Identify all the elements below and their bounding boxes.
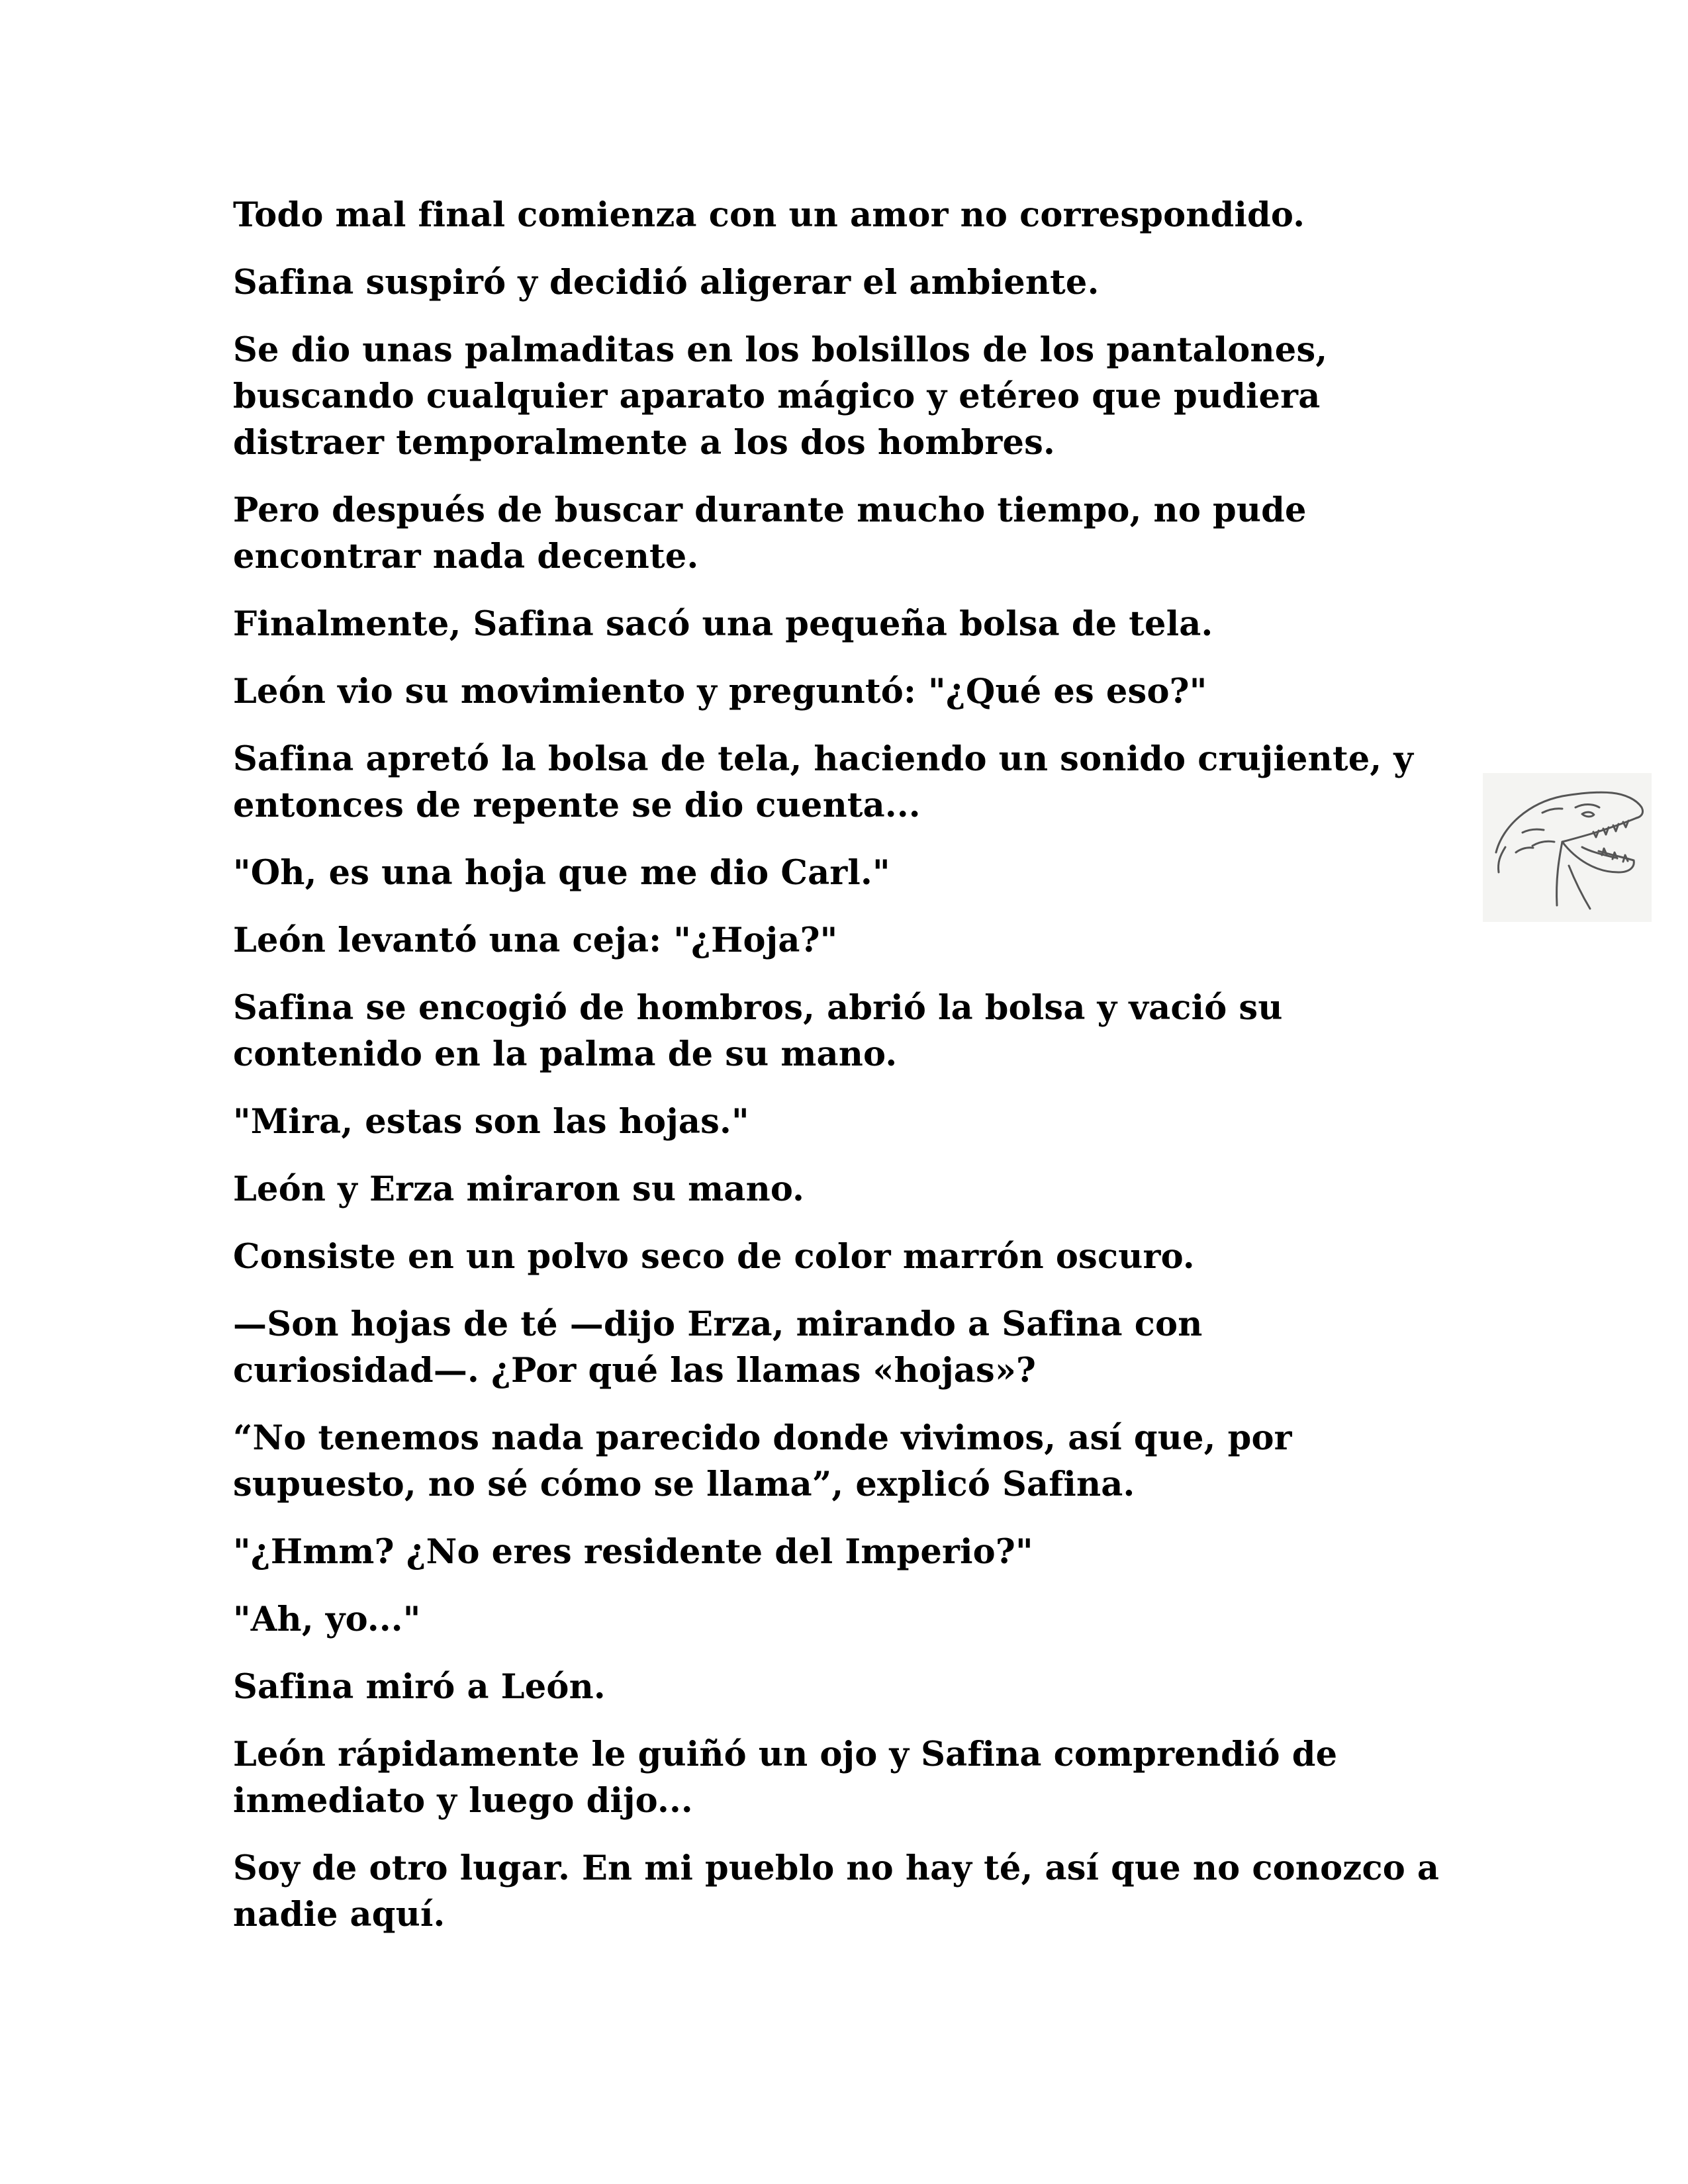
paragraph-13: Consiste en un polvo seco de color marrón oscuro. <box>233 1237 1195 1277</box>
paragraph-5: Finalmente, Safina sacó una pequeña bolsa de tela. <box>233 604 1213 644</box>
paragraph-8: "Oh, es una hoja que me dio Carl." <box>233 853 890 893</box>
paragraph-4: Pero después de buscar durante mucho tiempo, no pude encontrar nada decente. <box>233 490 1307 576</box>
dinosaur-head-drawing <box>1483 773 1652 922</box>
paragraph-17: "Ah, yo..." <box>233 1600 421 1639</box>
paragraph-11: "Mira, estas son las hojas." <box>233 1102 749 1142</box>
paragraph-18: Safina miró a León. <box>233 1667 606 1707</box>
paragraph-6: León vio su movimiento y preguntó: "¿Qué es eso?" <box>233 672 1207 711</box>
paragraph-19: León rápidamente le guiñó un ojo y Safina comprendió de inmediato y luego dijo... <box>233 1735 1338 1821</box>
dinosaur-head-icon <box>1483 773 1652 922</box>
paragraph-3: Se dio unas palmaditas en los bolsillos de los pantalones, buscando cualquier aparato mágico y etéreo que pudiera distraer temporalmente a los dos hombres. <box>233 330 1328 463</box>
paragraph-10: Safina se encogió de hombros, abrió la bolsa y vació su contenido en la palma de su mano. <box>233 988 1283 1074</box>
paragraph-7: Safina apretó la bolsa de tela, haciendo un sonido crujiente, y entonces de repente se dio cuenta... <box>233 739 1414 825</box>
paragraph-16: "¿Hmm? ¿No eres residente del Imperio?" <box>233 1532 1033 1572</box>
paragraph-15: “No tenemos nada parecido donde vivimos, así que, por supuesto, no sé cómo se llama”, explicó Safina. <box>233 1418 1292 1504</box>
paragraph-20: Soy de otro lugar. En mi pueblo no hay té, así que no conozco a nadie aquí. <box>233 1848 1440 1934</box>
paragraph-12: León y Erza miraron su mano. <box>233 1169 805 1209</box>
paragraph-2: Safina suspiró y decidió aligerar el ambiente. <box>233 263 1100 302</box>
paragraph-9: León levantó una ceja: "¿Hoja?" <box>233 921 838 960</box>
paragraph-14: —Son hojas de té —dijo Erza, mirando a Safina con curiosidad—. ¿Por qué las llamas «hojas»? <box>233 1304 1203 1390</box>
body-text <box>233 192 1491 1959</box>
paragraph-1: Todo mal final comienza con un amor no correspondido. <box>233 195 1305 235</box>
